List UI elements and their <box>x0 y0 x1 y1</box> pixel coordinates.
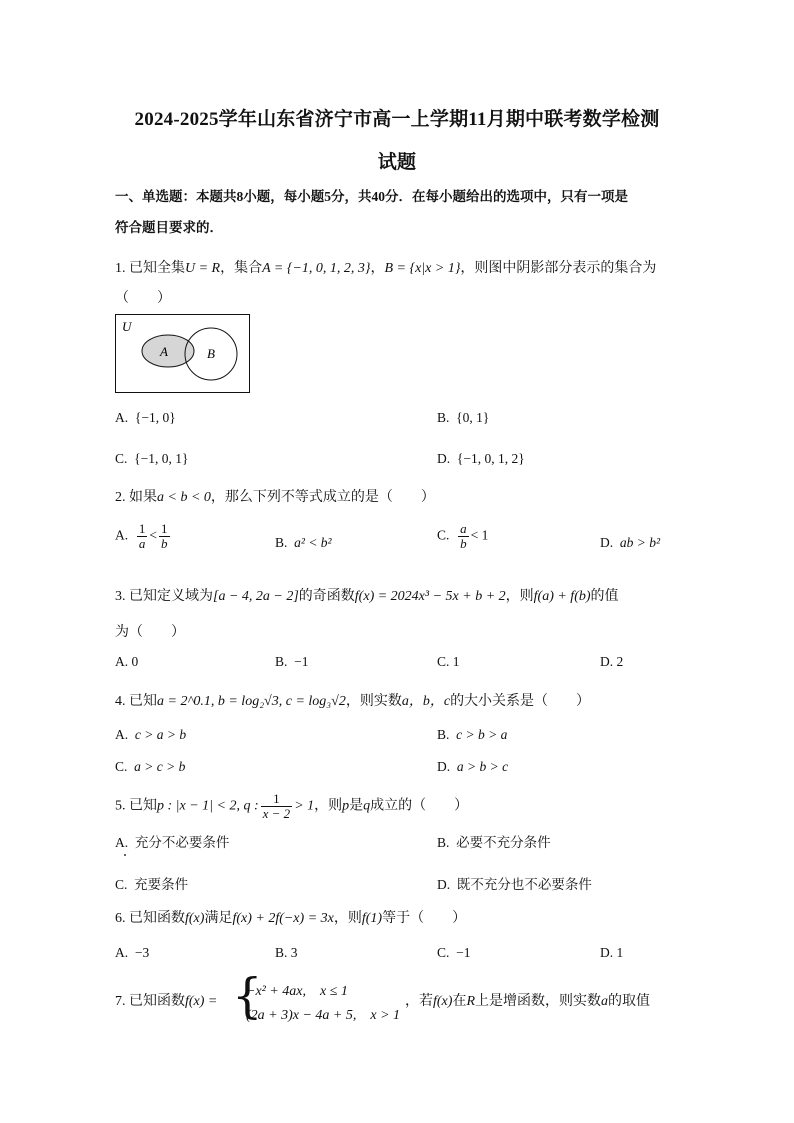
q2-condition: a < b < 0 <box>157 490 211 505</box>
q2-option-d[interactable] <box>600 535 660 551</box>
option-label: A. <box>115 727 129 742</box>
q6-text-d: 等于（ ） <box>382 911 467 926</box>
q1-universal-set: U = R <box>185 261 221 276</box>
q6-option-c[interactable] <box>437 945 471 961</box>
q6-text-a: 6. 已知函数 <box>115 911 185 926</box>
q4-expression: a = 2^0.1, b = log₂√3, c = log₃√2 <box>157 694 346 709</box>
q3-stem-line2: 为（ ） <box>115 625 185 640</box>
option-label: A. <box>115 835 129 850</box>
q5-fraction <box>261 792 293 821</box>
q5-text-a: 5. 已知 <box>115 798 157 814</box>
option-text: 1 <box>616 945 624 960</box>
question-6-stem <box>115 907 466 927</box>
q1-set-b: B = {x|x > 1} <box>384 261 461 276</box>
q4-option-a[interactable] <box>115 727 186 743</box>
q6-f1: f(1) <box>361 911 383 926</box>
option-text: ab > b² <box>619 535 661 550</box>
q4-text-b: ，则实数 <box>345 694 402 709</box>
option-text: 既不充分也不必要条件 <box>456 877 592 892</box>
option-text: {−1, 0, 1} <box>134 451 189 466</box>
question-3-stem <box>115 585 619 605</box>
option-label: A. <box>115 410 129 425</box>
option-label: D. <box>437 451 451 466</box>
q4-text-c: 的大小关系是（ ） <box>450 694 591 709</box>
option-label: B. <box>437 727 450 742</box>
q4-vars: a，b，c <box>401 694 451 709</box>
q3-option-c[interactable] <box>437 654 460 670</box>
q5-text-c: 是 <box>349 798 364 814</box>
option-text: {0, 1} <box>456 410 490 425</box>
exam-title-line1: 2024-2025学年山东省济宁市高一上学期11月期中联考数学检测 <box>134 109 660 130</box>
q2-fraction-1 <box>137 522 148 551</box>
q5-option-c[interactable] <box>115 873 188 893</box>
q6-text-c: ，则 <box>333 911 362 926</box>
q2-option-b[interactable] <box>275 535 332 551</box>
q5-q: q <box>363 798 371 814</box>
q4-option-b[interactable] <box>437 727 507 743</box>
fraction-denominator: b <box>460 536 467 551</box>
venn-label-u: U <box>122 319 132 334</box>
q7-suffix <box>405 990 650 1010</box>
section-heading-line1: 一、单选题：本题共8小题，每小题5分，共40分．在每小题给出的选项中，只有一项是 <box>115 189 628 204</box>
fraction-numerator: a <box>460 521 467 536</box>
option-label: A. <box>115 654 129 669</box>
question-4-stem <box>115 690 590 710</box>
question-1-stem <box>115 257 656 277</box>
fraction-denominator: b <box>161 536 168 551</box>
q7-fx2: f(x) <box>433 994 453 1009</box>
option-label: B. <box>437 835 450 850</box>
option-text: a > b > c <box>456 759 509 774</box>
option-text: 0 <box>131 654 139 669</box>
q7-prefix <box>115 990 217 1010</box>
option-label: B. <box>275 535 288 550</box>
q3-text-b: 的奇函数 <box>298 589 355 604</box>
q2-operator: < <box>149 527 157 543</box>
fraction-denominator: a <box>138 536 146 551</box>
option-label: B. <box>437 410 450 425</box>
q5-option-b[interactable] <box>437 831 551 851</box>
q2-text-b: ，那么下列不等式成立的是（ ） <box>210 490 435 505</box>
q3-option-b[interactable] <box>275 654 309 670</box>
q5-gt: > 1 <box>294 798 315 814</box>
option-label: C. <box>437 945 450 960</box>
q7-text-e: 的取值 <box>608 994 650 1009</box>
q6-equation: f(x) + 2f(−x) = 3x <box>232 911 334 926</box>
option-label: C. <box>115 877 128 892</box>
piecewise-brace: { <box>232 968 263 1024</box>
q5-p-part: p : |x − 1| < 2, q : <box>157 798 259 814</box>
fraction-denominator: x − 2 <box>262 806 291 821</box>
q6-option-a[interactable] <box>115 945 149 961</box>
q1-answer-paren: （ ） <box>115 291 171 306</box>
option-text: {−1, 0, 1, 2} <box>456 451 525 466</box>
option-text: 充分不必要条件 <box>134 835 230 850</box>
stray-dot <box>124 854 126 856</box>
option-text: c > a > b <box>134 727 187 742</box>
q2-option-a[interactable] <box>115 522 172 551</box>
option-label: B. <box>275 945 288 960</box>
option-label: D. <box>600 535 614 550</box>
q6-text-b: 满足 <box>204 911 233 926</box>
q7-text-d: 上是增函数，则实数 <box>475 994 601 1009</box>
option-text: 2 <box>616 654 624 669</box>
q6-option-b[interactable] <box>275 945 298 961</box>
q1-text-2: ， <box>370 261 385 276</box>
option-label: C. <box>437 527 450 543</box>
q3-option-a[interactable] <box>115 654 138 670</box>
q7-r: R <box>466 994 475 1009</box>
venn-label-b: B <box>207 346 215 361</box>
q1-option-c[interactable] <box>115 451 188 467</box>
option-text: < 1 <box>470 527 489 543</box>
q7-text-b: ，若 <box>405 994 433 1009</box>
option-label: B. <box>275 654 288 669</box>
question-2-stem <box>115 486 435 506</box>
q2-text-a: 2. 如果 <box>115 490 157 505</box>
q4-text-a: 4. 已知 <box>115 694 157 709</box>
venn-label-a: A <box>160 344 168 359</box>
section-heading-line2: 符合题目要求的． <box>115 220 223 235</box>
q4-option-d[interactable] <box>437 759 508 775</box>
fraction-numerator: 1 <box>138 521 146 536</box>
option-label: A. <box>115 527 129 543</box>
option-label: D. <box>437 877 451 892</box>
option-text: −1 <box>294 654 309 669</box>
option-text: a² < b² <box>294 535 332 550</box>
q7-a: a <box>601 994 608 1009</box>
q3-domain: [a − 4, 2a − 2] <box>213 589 299 604</box>
q7-piece-1: −x² + 4ax, x ≤ 1 <box>246 984 348 999</box>
q3-function: f(x) = 2024x³ − 5x + b + 2 <box>354 589 506 604</box>
option-text: 充要条件 <box>134 877 189 892</box>
option-label: D. <box>437 759 451 774</box>
option-text: a > c > b <box>134 759 186 774</box>
q5-text-d: 成立的（ ） <box>370 798 469 814</box>
q3-text-a: 3. 已知定义域为 <box>115 589 213 604</box>
exam-title-line2: 试题 <box>377 152 417 173</box>
q7-fx: f(x) = <box>185 994 218 1009</box>
q3-expression: f(a) + f(b) <box>533 589 591 604</box>
q2-option-c[interactable] <box>437 522 488 551</box>
q1-number: 1. 已知全集 <box>115 261 185 276</box>
q5-option-d[interactable] <box>437 873 592 893</box>
q2-fraction-2 <box>159 522 170 551</box>
option-label: C. <box>115 759 128 774</box>
fraction-numerator: 1 <box>161 521 168 536</box>
q1-option-b[interactable] <box>437 410 489 426</box>
option-label: C. <box>115 451 128 466</box>
q3-text-c: ，则 <box>505 589 534 604</box>
q5-text-b: ，则 <box>314 798 343 814</box>
q2-fraction-c <box>458 522 469 551</box>
option-text: −1 <box>456 945 471 960</box>
q7-piece-2: (2a + 3)x − 4a + 5, x > 1 <box>246 1008 401 1023</box>
fraction-numerator: 1 <box>261 792 293 807</box>
q1-option-d[interactable] <box>437 451 525 467</box>
q5-option-a[interactable] <box>115 831 229 851</box>
venn-diagram <box>115 314 251 394</box>
q1-text-1: ，集合 <box>220 261 263 276</box>
option-text: 3 <box>290 945 298 960</box>
option-text: −3 <box>134 945 150 960</box>
option-label: C. <box>437 654 450 669</box>
q4-option-c[interactable] <box>115 759 185 775</box>
q1-set-a: A = {−1, 0, 1, 2, 3} <box>262 261 371 276</box>
q3-option-d[interactable] <box>600 654 623 670</box>
q5-p: p <box>342 798 350 814</box>
question-5-stem <box>115 792 468 821</box>
option-label: D. <box>600 945 614 960</box>
option-text: c > b > a <box>456 727 508 742</box>
q7-text-c: 在 <box>452 994 467 1009</box>
q6-f: f(x) <box>185 911 205 926</box>
q3-text-d: 的值 <box>590 589 619 604</box>
q1-text-3: ，则图中阴影部分表示的集合为 <box>460 261 657 276</box>
option-label: A. <box>115 945 129 960</box>
q6-option-d[interactable] <box>600 945 623 961</box>
option-text: 1 <box>452 654 460 669</box>
q7-text-a: 7. 已知函数 <box>115 994 185 1009</box>
option-text: 必要不充分条件 <box>456 835 551 850</box>
q1-option-a[interactable] <box>115 410 176 426</box>
option-label: D. <box>600 654 614 669</box>
option-text: {−1, 0} <box>134 410 176 425</box>
